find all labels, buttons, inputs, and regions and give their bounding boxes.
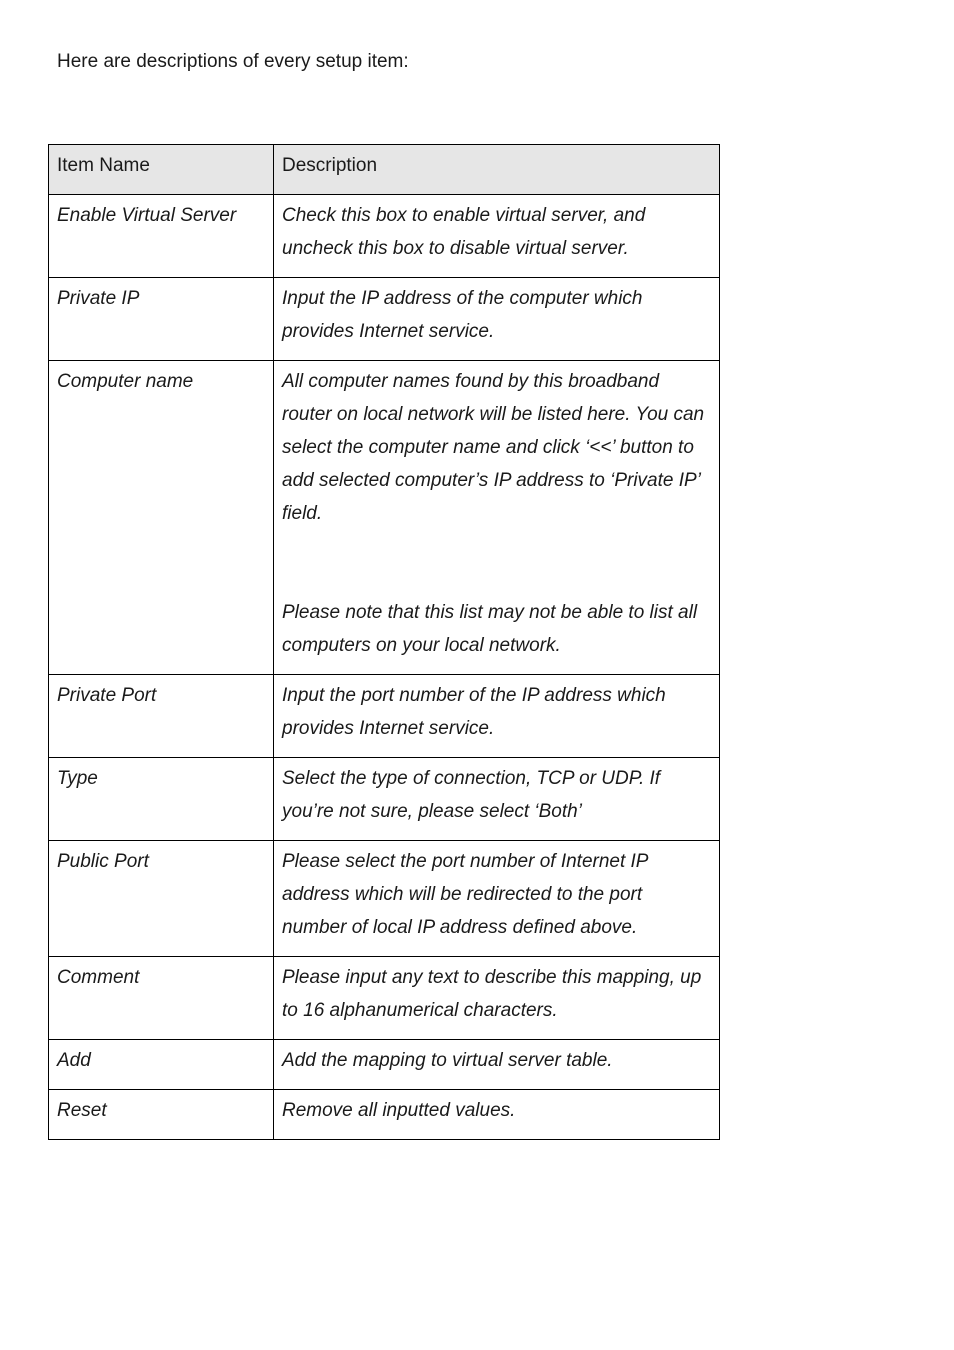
table-row <box>49 957 720 1040</box>
table-row <box>49 675 720 758</box>
table-header-row <box>49 145 720 195</box>
table-row <box>49 361 720 675</box>
column-header-description: Description <box>274 145 720 195</box>
table-row <box>49 195 720 278</box>
item-description-cell: Input the IP address of the computer which provides Internet service. <box>274 278 720 361</box>
table-row <box>49 1090 720 1140</box>
item-name-cell: Private Port <box>49 675 274 758</box>
item-name-cell: Public Port <box>49 841 274 957</box>
table-row <box>49 278 720 361</box>
item-name-cell: Private IP <box>49 278 274 361</box>
table-row <box>49 1040 720 1090</box>
item-description-cell: Please input any text to describe this mapping, up to 16 alphanumerical characters. <box>274 957 720 1040</box>
item-name-cell: Comment <box>49 957 274 1040</box>
item-name-cell: Type <box>49 758 274 841</box>
item-name-cell: Enable Virtual Server <box>49 195 274 278</box>
item-name-cell: Reset <box>49 1090 274 1140</box>
item-description-cell: Input the port number of the IP address which provides Internet service. <box>274 675 720 758</box>
item-description-cell: Remove all inputted values. <box>274 1090 720 1140</box>
table-row <box>49 841 720 957</box>
paragraph-gap <box>282 530 711 596</box>
item-description-cell: Add the mapping to virtual server table. <box>274 1040 720 1090</box>
item-description-cell <box>274 361 720 675</box>
intro-text: Here are descriptions of every setup item: <box>57 51 409 72</box>
item-name-cell: Computer name <box>49 361 274 675</box>
setup-items-table <box>48 144 720 1140</box>
item-description-cell: Please select the port number of Internet IP address which will be redirected to the port number of local IP address defined above. <box>274 841 720 957</box>
item-description-cell: Select the type of connection, TCP or UDP. If you’re not sure, please select ‘Both’ <box>274 758 720 841</box>
item-note-text: Please note that this list may not be able to list all computers on your local network. <box>282 602 698 656</box>
column-header-item-name: Item Name <box>49 145 274 195</box>
item-description-cell: Check this box to enable virtual server, and uncheck this box to disable virtual server. <box>274 195 720 278</box>
table-row <box>49 758 720 841</box>
item-description-text: All computer names found by this broadband router on local network will be listed here. You can select the computer name and click ‘<<’ button to add selected computer’s IP address to ‘Private IP’ field. <box>282 371 705 524</box>
item-name-cell: Add <box>49 1040 274 1090</box>
